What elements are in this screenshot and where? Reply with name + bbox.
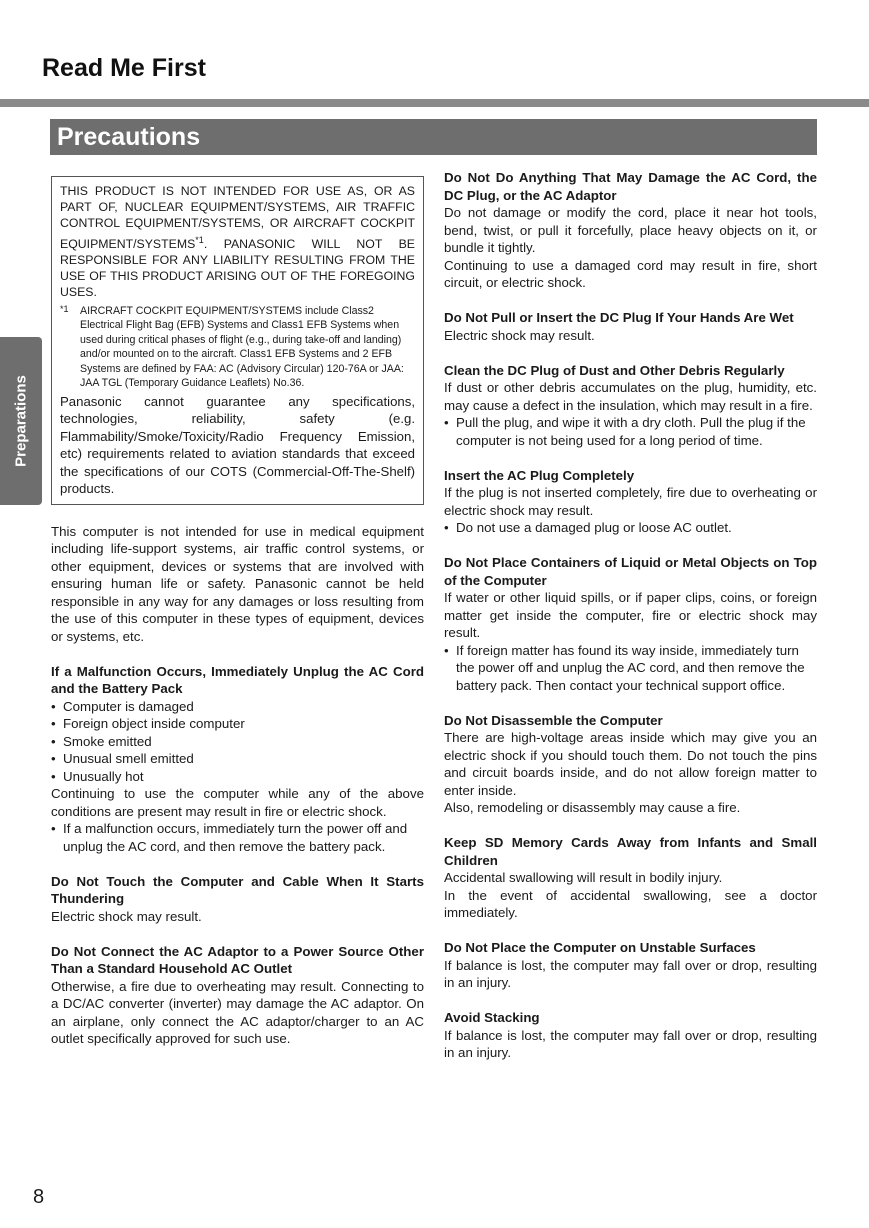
unstable-section bbox=[444, 939, 817, 992]
medical-text: This computer is not intended for use in medical equipment including life-support systems, air traffic control systems, or other equipment, devices or systems that are involved with ensuring human life or safety. Panasonic cannot be held responsible in any way for any damages or loss resulting from the use of this computer in these types of equipment, devices or systems, etc. bbox=[51, 523, 424, 644]
power-source-section bbox=[51, 943, 424, 1048]
wet-hands-section bbox=[444, 309, 817, 344]
section-text: Also, remodeling or disassembly may cause a fire. bbox=[444, 800, 741, 815]
list-item: • Pull the plug, and wipe it with a dry cloth. Pull the plug if the computer is not being used for a long period of time. bbox=[444, 414, 817, 449]
footnote-mark: *1 bbox=[60, 303, 69, 314]
bullet-list bbox=[51, 698, 424, 786]
section-heading: Do Not Place the Computer on Unstable Surfaces bbox=[444, 940, 756, 955]
page-number: 8 bbox=[33, 1186, 45, 1208]
footnote-reference: *1 bbox=[195, 234, 204, 245]
list-item: • Smoke emitted bbox=[51, 733, 424, 751]
list-item: • If foreign matter has found its way inside, immediately turn the power off and unplug the AC cord, and then remove the battery pack. Then contact your technical support office. bbox=[444, 642, 817, 695]
warning-caps-text: THIS PRODUCT IS NOT INTENDED FOR USE AS, OR AS PART OF, NUCLEAR EQUIPMENT/SYSTEMS, AIR TRAFFIC CONTROL EQUIPMENT/SYSTEMS, OR AIRCRAFT COCKPIT EQUIPMENT/SYSTEMS$^{*1}$. PANASONIC WILL NOT BE RESPONSIBLE FOR ANY LIABILITY RESULTING FROM THE USE OF THIS PRODUCT ARISING OUT OF THE FOREGOING USES. bbox=[60, 184, 415, 300]
medical-section bbox=[51, 523, 424, 646]
section-heading: Do Not Do Anything That May Damage the AC Cord, the DC Plug, or the AC Adaptor bbox=[444, 170, 817, 203]
bullet-list bbox=[444, 642, 817, 695]
section-heading: Clean the DC Plug of Dust and Other Debris Regularly bbox=[444, 362, 785, 378]
section-heading: Do Not Pull or Insert the DC Plug If Your Hands Are Wet bbox=[444, 310, 794, 325]
section-text: Otherwise, a fire due to overheating may result. Connecting to a DC/AC converter (inverter) may damage the AC adaptor. On an airplane, only connect the AC adaptor/charger to an AC outlet specifically approved for such use. bbox=[51, 978, 424, 1047]
malfunction-section bbox=[51, 663, 424, 856]
warning-box bbox=[51, 176, 424, 505]
section-text: If balance is lost, the computer may fall over or drop, resulting in an injury. bbox=[444, 957, 817, 990]
section-text: Do not damage or modify the cord, place it near hot tools, bend, twist, or pull it forcefully, place heavy objects on it, or bundle it tightly. bbox=[444, 205, 817, 255]
panasonic-disclaimer: Panasonic cannot guarantee any specifications, technologies, reliability, safety (e.g. Flammability/Smoke/Toxicity/Radio Frequency Emission, etc) requirements related to aviation standards that exceed the specifications of our COTS (Commercial-Off-The-Shelf) products. bbox=[60, 394, 415, 497]
disassemble-section bbox=[444, 712, 817, 817]
footnote bbox=[60, 304, 415, 392]
right-column bbox=[444, 169, 817, 1079]
section-text: Electric shock may result. bbox=[51, 908, 202, 924]
section-text: If balance is lost, the computer may fall over or drop, resulting in an injury. bbox=[444, 1027, 817, 1060]
header-rule bbox=[0, 99, 869, 107]
page-header: Read Me First bbox=[42, 54, 206, 82]
ac-cord-section bbox=[444, 169, 817, 292]
insert-plug-section bbox=[444, 467, 817, 537]
section-text: Continuing to use a damaged cord may result in fire, short circuit, or electric shock. bbox=[444, 257, 817, 290]
section-title: Precautions bbox=[50, 119, 817, 155]
section-heading: If a Malfunction Occurs, Immediately Unplug the AC Cord and the Battery Pack bbox=[51, 663, 424, 697]
section-heading: Do Not Place Containers of Liquid or Metal Objects on Top of the Computer bbox=[444, 555, 817, 588]
side-tab-label: Preparations bbox=[12, 375, 30, 467]
bullet-list bbox=[51, 820, 424, 855]
footnote-text: AIRCRAFT COCKPIT EQUIPMENT/SYSTEMS include Class2 Electrical Flight Bag (EFB) Systems and Class1 EFB Systems when used during critical phases of flight (e.g., during take-off and landing) and/or mounted on to the aircraft. Class1 EFB Systems and 2 EFB Systems are defined by FAA: AC (Advisory Circular) 120-76A or JAA: JAA TGL (Temporary Guidance Leaflets) No.36. bbox=[80, 304, 404, 390]
bullet-list bbox=[444, 519, 817, 537]
clean-plug-section bbox=[444, 362, 817, 450]
sd-cards-section bbox=[444, 834, 817, 922]
section-text: If the plug is not inserted completely, fire due to overheating or electric shock may result. bbox=[444, 485, 817, 518]
section-heading: Avoid Stacking bbox=[444, 1010, 540, 1025]
section-text: Continuing to use the computer while any of the above conditions are present may result in fire or electric shock. bbox=[51, 786, 424, 819]
section-heading: Keep SD Memory Cards Away from Infants and Small Children bbox=[444, 835, 817, 868]
section-heading: Do Not Touch the Computer and Cable When It Starts Thundering bbox=[51, 873, 424, 907]
bullet-list bbox=[444, 414, 817, 449]
section-heading: Do Not Disassemble the Computer bbox=[444, 712, 663, 728]
stacking-section bbox=[444, 1009, 817, 1062]
list-item: • Unusual smell emitted bbox=[51, 750, 424, 768]
list-item: • Unusually hot bbox=[51, 768, 424, 786]
section-heading: Insert the AC Plug Completely bbox=[444, 467, 635, 483]
section-heading: Do Not Connect the AC Adaptor to a Power Source Other Than a Standard Household AC Outlet bbox=[51, 943, 424, 977]
section-text: If dust or other debris accumulates on the plug, humidity, etc. may cause a defect in the insulation, which may result in a fire. bbox=[444, 380, 817, 413]
containers-section bbox=[444, 554, 817, 694]
section-text: If water or other liquid spills, or if paper clips, coins, or foreign matter get inside the computer, fire or electric shock may result. bbox=[444, 590, 817, 640]
section-text: Accidental swallowing will result in bodily injury. bbox=[444, 870, 723, 885]
side-tab bbox=[0, 337, 42, 505]
list-item: • If a malfunction occurs, immediately turn the power off and unplug the AC cord, and then remove the battery pack. bbox=[51, 820, 424, 855]
list-item: • Foreign object inside computer bbox=[51, 715, 424, 733]
list-item: • Computer is damaged bbox=[51, 698, 424, 716]
section-text: There are high-voltage areas inside which may give you an electric shock if you should touch them. Do not touch the pins and circuit boards inside, and do not allow foreign matter to enter inside. bbox=[444, 730, 817, 798]
section-text: In the event of accidental swallowing, see a doctor immediately. bbox=[444, 887, 817, 920]
thundering-section bbox=[51, 873, 424, 926]
section-text: Electric shock may result. bbox=[444, 327, 595, 343]
list-item: • Do not use a damaged plug or loose AC outlet. bbox=[444, 519, 817, 537]
left-column bbox=[51, 176, 424, 1065]
